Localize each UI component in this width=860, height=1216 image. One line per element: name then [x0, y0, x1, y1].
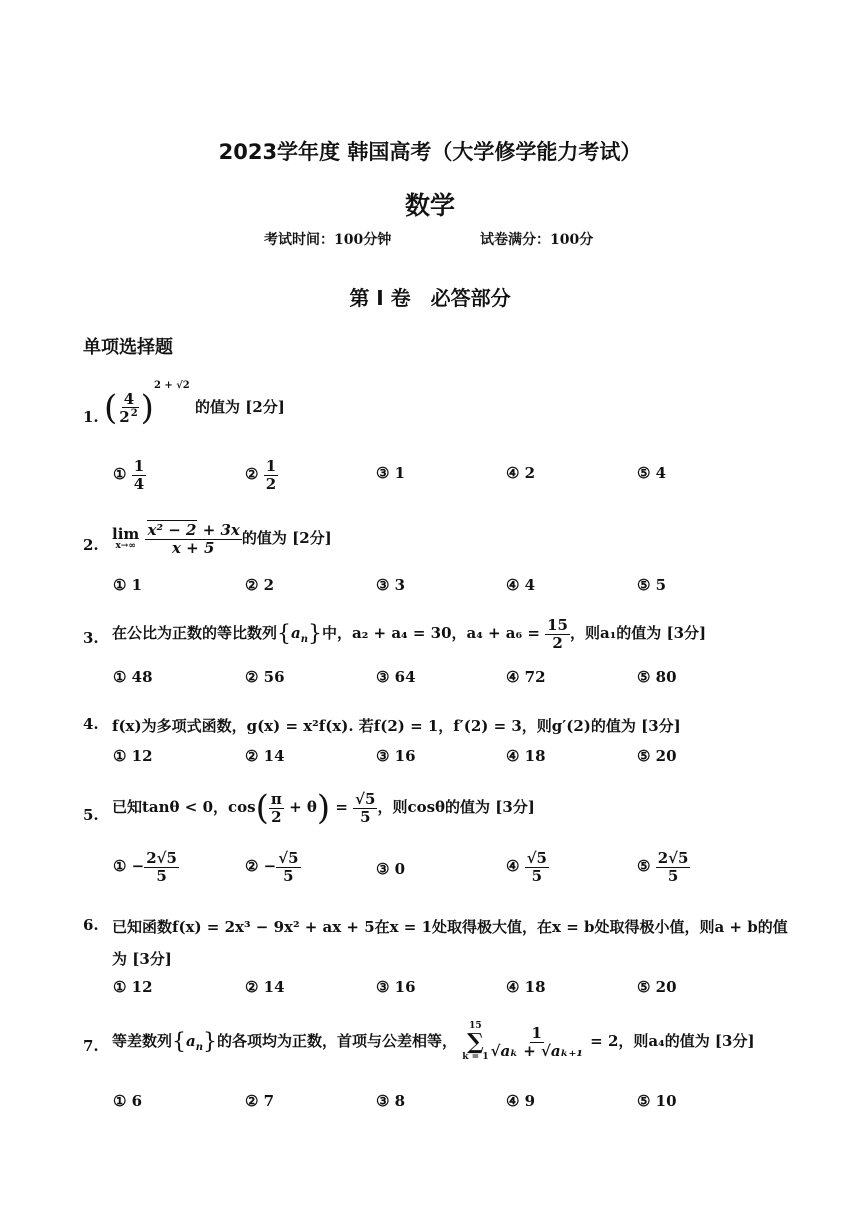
option-2[interactable]: ② 7 — [245, 1092, 275, 1110]
fraction-denominator: 2 — [119, 408, 130, 426]
question-tail: 的值为 [2分] — [241, 529, 332, 547]
sum-lower-limit: k = 1 — [462, 1052, 489, 1062]
fraction-numerator: 4 — [123, 389, 135, 408]
option-1[interactable]: ① 12 — [113, 978, 153, 996]
option-5[interactable]: ⑤ 20 — [637, 978, 677, 996]
option-3[interactable]: ③ 0 — [376, 860, 406, 878]
question-stem-line-2: 为 [3分] — [112, 950, 172, 968]
option-2[interactable]: ② − $\frac{√5}{5}$ — [245, 849, 299, 885]
option-5[interactable]: ⑤ 80 — [637, 668, 677, 686]
root-term: x² − 2 — [147, 521, 197, 539]
option-4[interactable]: ④ 4 — [506, 576, 536, 594]
option-5[interactable]: ⑤ 4 — [637, 464, 667, 482]
question-number: 5. — [83, 806, 99, 824]
option-5[interactable]: ⑤ 5 — [637, 576, 667, 594]
option-1[interactable]: ① 12 — [113, 747, 153, 765]
exponent: 2 + √2 — [153, 380, 190, 391]
question-stem: lim x→∞ $\frac{\text{x² − 2 + 3x}}{x + 5}$ 的值为 [2分] — [112, 521, 332, 557]
option-5[interactable]: ⑤ 10 — [637, 1092, 677, 1110]
question-number: 3. — [83, 629, 99, 647]
subject-title: 数学 — [404, 191, 455, 220]
option-3[interactable]: ③ 16 — [376, 747, 416, 765]
option-2[interactable]: ② 56 — [245, 668, 285, 686]
full-score: 试卷满分：100分 — [480, 232, 594, 248]
question-stem: 已知tanθ < 0，cos( $\frac{\pi}{2}$ + θ) = $\frac{√5}{5}$ ，则cosθ的值为 [3分] — [112, 788, 535, 828]
limit-symbol: lim — [112, 525, 140, 543]
limit-subscript: x→∞ — [115, 541, 136, 551]
option-4[interactable]: ④ 9 — [506, 1092, 536, 1110]
question-stem: ( $\frac{4}{2^2}$ )$^{2 + √2}$ 的值为 [2分] — [104, 380, 285, 428]
question-number: 2. — [83, 536, 99, 554]
option-3[interactable]: ③ 1 — [376, 464, 406, 482]
option-3[interactable]: ③ 16 — [376, 978, 416, 996]
question-number: 7. — [83, 1037, 99, 1055]
option-4[interactable]: ④ 18 — [506, 747, 546, 765]
option-2[interactable]: ② 14 — [245, 747, 285, 765]
sum-symbol: ∑ — [467, 1029, 484, 1055]
option-5[interactable]: ⑤ 20 — [637, 747, 677, 765]
option-1[interactable]: ① 1 — [113, 576, 143, 594]
exam-time: 考试时间：100分钟 — [264, 232, 392, 248]
option-3[interactable]: ③ 64 — [376, 668, 416, 686]
option-4[interactable]: ④ 2 — [506, 464, 536, 482]
option-1[interactable]: ① 6 — [113, 1092, 143, 1110]
part-title: 第 I 卷 必答部分 — [349, 286, 511, 310]
question-number: 1. — [83, 408, 99, 426]
question-stem: 等差数列$\{a_n\}$的各项均为正数，首项与公差相等， 15 ∑ k = 1 $\frac{1}{\text{√aₖ + √aₖ₊₁}}$ = 2，则a₄的值为 [3分] — [112, 1021, 755, 1062]
option-5[interactable]: ⑤ $\frac{2√5}{5}$ — [637, 849, 689, 885]
option-2[interactable]: ② $\frac{1}{2}$ — [245, 457, 277, 493]
question-stem-line-1: 已知函数f(x) = 2x³ − 9x² + ax + 5在x = 1处取得极大值，在x = b处取得极小值，则a + b的值 — [112, 918, 788, 936]
option-4[interactable]: ④ $\frac{√5}{5}$ — [506, 849, 547, 885]
question-tail: 的值为 [2分] — [195, 398, 285, 416]
option-2[interactable]: ② 2 — [245, 576, 275, 594]
question-number: 6. — [83, 916, 99, 934]
option-4[interactable]: ④ 72 — [506, 668, 546, 686]
option-1[interactable]: ① − $\frac{2√5}{5}$ — [113, 849, 177, 885]
option-4[interactable]: ④ 18 — [506, 978, 546, 996]
exam-title: 2023学年度 韩国高考（大学修学能力考试） — [218, 140, 642, 164]
question-stem: f(x)为多项式函数，g(x) = x²f(x). 若f(2) = 1，f′(2) = 3，则g′(2)的值为 [3分] — [112, 717, 681, 735]
sum-upper-limit: 15 — [469, 1021, 482, 1031]
question-stem: 在公比为正数的等比数列$\{a_n\}$中，a₂ + a₄ = 30，a₄ + a₆ = $\frac{15}{2}$ ，则a₁的值为 [3分] — [112, 616, 707, 652]
section-title: 单项选择题 — [83, 337, 173, 358]
option-1[interactable]: ① 48 — [113, 668, 153, 686]
option-3[interactable]: ③ 8 — [376, 1092, 406, 1110]
option-1[interactable]: ① $\frac{1}{4}$ — [113, 457, 145, 493]
root-term: 2 — [130, 408, 138, 419]
option-2[interactable]: ② 14 — [245, 978, 285, 996]
question-number: 4. — [83, 715, 99, 733]
option-3[interactable]: ③ 3 — [376, 576, 406, 594]
